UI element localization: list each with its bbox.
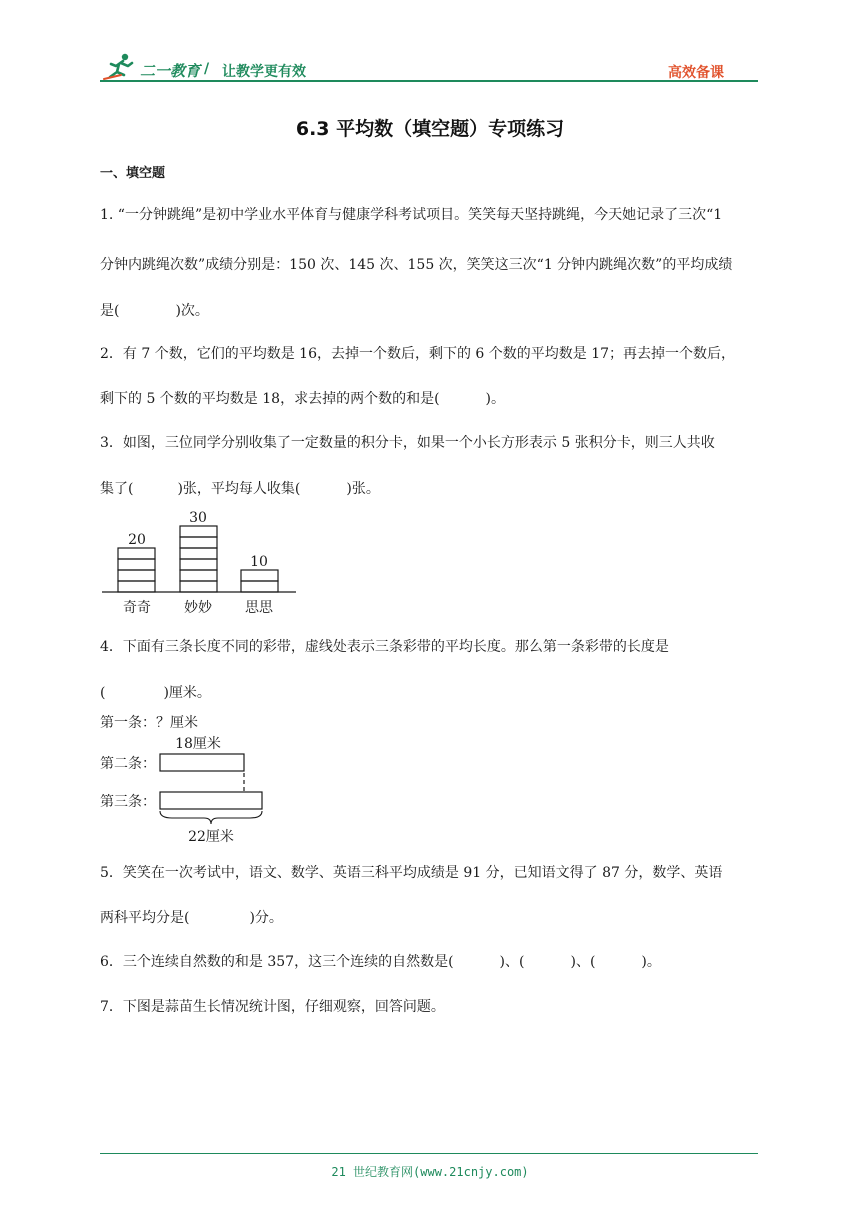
page-title: 6.3 平均数（填空题）专项练习: [295, 118, 565, 140]
ribbon-2-rect: [160, 754, 244, 771]
card-rect: [241, 581, 278, 592]
card-rect: [180, 526, 217, 537]
ribbon-3-brace: [160, 811, 262, 824]
ribbon-3-rect: [160, 792, 262, 809]
q4-ribbon-figure: [100, 710, 280, 848]
q4-line-2: [100, 682, 211, 702]
q5-text-a: 两科平均分是(: [100, 910, 190, 926]
q3-card-figure: [100, 506, 300, 622]
card-rect: [180, 548, 217, 559]
card-rect: [241, 570, 278, 581]
q3-line-1: 3．如图，三位同学分别收集了一定数量的积分卡，如果一个小长方形表示 5 张积分卡，则三人共收: [100, 435, 715, 451]
header-separator: /: [204, 61, 210, 77]
bar-label-miaomiao: 妙妙: [184, 600, 212, 616]
q1-line-2: 分钟内跳绳次数”成绩分别是：150 次、145 次、155 次，笑笑这三次“1 分钟内跳绳次数”的平均成绩: [100, 257, 733, 273]
q1-text-a: 是(: [100, 303, 120, 319]
ribbon-2-label: 第二条：: [100, 756, 156, 772]
ribbon-3-length: 22厘米: [188, 829, 234, 845]
ribbon-3-label: 第三条：: [100, 794, 156, 810]
q6-text-b: )、(: [499, 954, 525, 970]
section-heading: 一、填空题: [100, 166, 166, 181]
q1-text-b: )次。: [175, 303, 209, 319]
card-rect: [180, 581, 217, 592]
card-rect: [180, 537, 217, 548]
q4-line-1: 4．下面有三条长度不同的彩带，虚线处表示三条彩带的平均长度。那么第一条彩带的长度是: [100, 639, 669, 655]
header-divider: [100, 80, 758, 82]
q4-text-a: (: [100, 685, 106, 701]
card-rect: [180, 559, 217, 570]
q2-line-2: [100, 388, 505, 408]
footer-text: 21 世纪教育网(www.21cnjy.com): [331, 1165, 529, 1179]
q6-text-d: )。: [641, 954, 661, 970]
q1-line-1: 1. “一分钟跳绳”是初中学业水平体育与健康学科考试项目。笑笑每天坚持跳绳，今天她记录了三次“1: [100, 207, 723, 223]
q6-text-c: )、(: [570, 954, 596, 970]
card-rect: [118, 559, 155, 570]
q6-line: [100, 951, 661, 971]
ribbon-1-label: 第一条：？厘米: [100, 715, 198, 731]
q7-line: 7．下图是蒜苗生长情况统计图，仔细观察，回答问题。: [100, 999, 445, 1015]
ribbon-2-length: 18厘米: [175, 736, 221, 752]
card-rect: [118, 570, 155, 581]
q6-text-a: 6．三个连续自然数的和是 357，这三个连续的自然数是(: [100, 954, 454, 970]
q3-text-b: )张，平均每人收集(: [177, 481, 301, 497]
q5-line-2: [100, 907, 283, 927]
q5-line-1: 5．笑笑在一次考试中，语文、数学、英语三科平均成绩是 91 分，已知语文得了 87 分，数学、英语: [100, 865, 723, 881]
card-rect: [118, 548, 155, 559]
header-right-label: 高效备课: [668, 65, 724, 81]
q3-text-c: )张。: [346, 481, 380, 497]
q3-line-2: [100, 478, 380, 498]
bar-label-qiqi: 奇奇: [123, 600, 151, 616]
header-brand: 二一教育: [140, 62, 201, 80]
q3-text-a: 集了(: [100, 481, 134, 497]
runner-logo-icon: [103, 52, 137, 80]
card-rect: [118, 581, 155, 592]
bar-value-miaomiao: 30: [189, 510, 207, 526]
q2-text-b: )。: [485, 391, 506, 407]
q5-text-b: )分。: [249, 910, 283, 926]
q2-line-1: 2．有 7 个数，它们的平均数是 16，去掉一个数后，剩下的 6 个数的平均数是 17；再去掉一个数后，: [100, 346, 736, 362]
card-rect: [180, 570, 217, 581]
footer-divider: [100, 1153, 758, 1154]
bar-label-sisi: 思思: [245, 600, 273, 616]
q2-text-a: 剩下的 5 个数的平均数是 18，求去掉的两个数的和是(: [100, 391, 440, 407]
q4-text-b: )厘米。: [163, 685, 211, 701]
bar-value-qiqi: 20: [128, 532, 146, 548]
bar-value-sisi: 10: [250, 554, 268, 570]
header-slogan: 让教学更有效: [222, 64, 306, 80]
q1-line-3: [100, 300, 209, 320]
